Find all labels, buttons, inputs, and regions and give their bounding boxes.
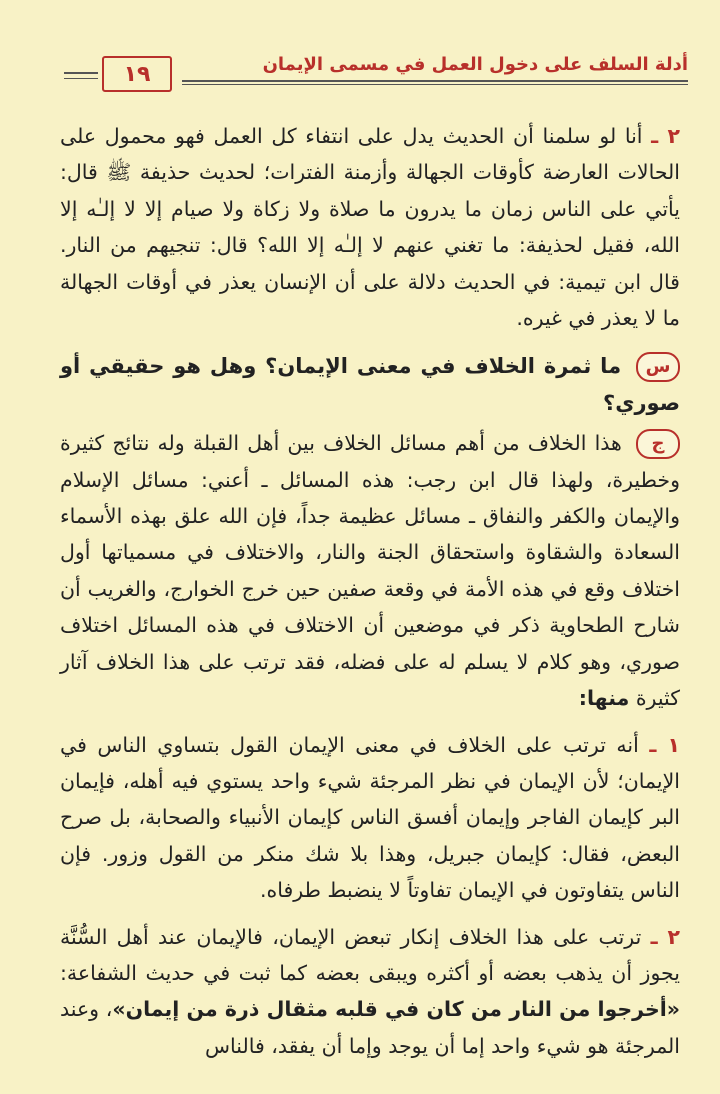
point (60, 727, 680, 909)
answer-badge-icon: ج (636, 429, 680, 459)
hadith-quote: «أخرجوا من النار من كان في قلبه مثقال ذرة من إيمان» (112, 997, 680, 1022)
point-text: أنه ترتب على الخلاف في معنى الإيمان القول بتساوي الناس في الإيمان؛ لأن الإيمان في نظر المرجئة شيء واحد يستوي فيه أهله، فإيمان البر كإيمان الفاجر وإيمان أفسق الناس كإيمان الأنبياء والصحابة، بل صرح البعض، فقال: كإيمان جبريل، وهذا بلا شك منكر من القول وزور. فإن الناس يتفاوتون في الإيمان تفاوتاً لا ينضبط طرفاه. (60, 732, 680, 903)
paragraph (60, 118, 680, 336)
paragraph-text: أنا لو سلمنا أن الحديث يدل على انتفاء كل العمل فهو محمول على الحالات العارضة كأوقات الجهالة وأزمنة الفترات؛ لحديث حذيفة ﷺ قال: يأتي على الناس زمان ما يدرون ما صلاة ولا زكاة ولا صيام إلا لا إلـٰه إلا الله، فقيل لحذيفة: ما تغني عنهم لا إلـٰه إلا الله؟ قال: تنجيهم من النار. قال ابن تيمية: في الحديث دلالة على أن الإنسان يعذر في أوقات الجهالة ما لا يعذر في غيره. (60, 124, 680, 331)
point-number: ٢ ـ (650, 924, 680, 949)
point (60, 919, 680, 1065)
question-badge-icon: س (636, 352, 680, 382)
paragraph-number: ٢ ـ (651, 124, 680, 148)
point-number: ١ ـ (649, 732, 680, 757)
point-text-tail: ، وعند المرجئة هو شيء واحد إما أن يوجد وإما أن يفقد، فالناس (60, 997, 680, 1058)
point-text: ترتب على هذا الخلاف إنكار تبعض الإيمان، فالإيمان عند أهل السُّنَّة يجوز أن يذهب بعضه أو أكثره ويبقى بعضه كما ثبت في حديث الشفاعة: (60, 924, 680, 985)
page-body (60, 118, 680, 1064)
answer (60, 425, 680, 716)
header-rule (182, 80, 688, 85)
answer-text: هذا الخلاف من أهم مسائل الخلاف بين أهل القبلة وله نتائج كثيرة وخطيرة، ولهذا قال ابن رجب: هذه المسائل ـ أعني: مسائل الإسلام والإيمان والكفر والنفاق ـ مسائل عظيمة جداً، فإن الله علق بهذه الأسماء السعادة والشقاوة واستحقاق الجنة والنار، والاختلاف في مسمياتها أول اختلاف وقع في هذه الأمة في وقعة صفين حين خرج الخوارج، والغريب أن شارح الطحاوية ذكر في موضعين أن الاختلاف في هذه المسائل اختلاف صوري، وهو كلام لا يسلم له على فضله، فقد ترتب على هذا الخلاف آثار كثيرة (60, 431, 680, 711)
running-title: أدلة السلف على دخول العمل في مسمى الإيمان (262, 54, 688, 75)
question (60, 348, 680, 421)
answer-text-bold: منها: (578, 686, 630, 711)
question-text: ما ثمرة الخلاف في معنى الإيمان؟ وهل هو حقيقي أو صوري؟ (60, 354, 680, 415)
page-number: ١٩ (102, 56, 172, 92)
page-header (62, 52, 688, 92)
